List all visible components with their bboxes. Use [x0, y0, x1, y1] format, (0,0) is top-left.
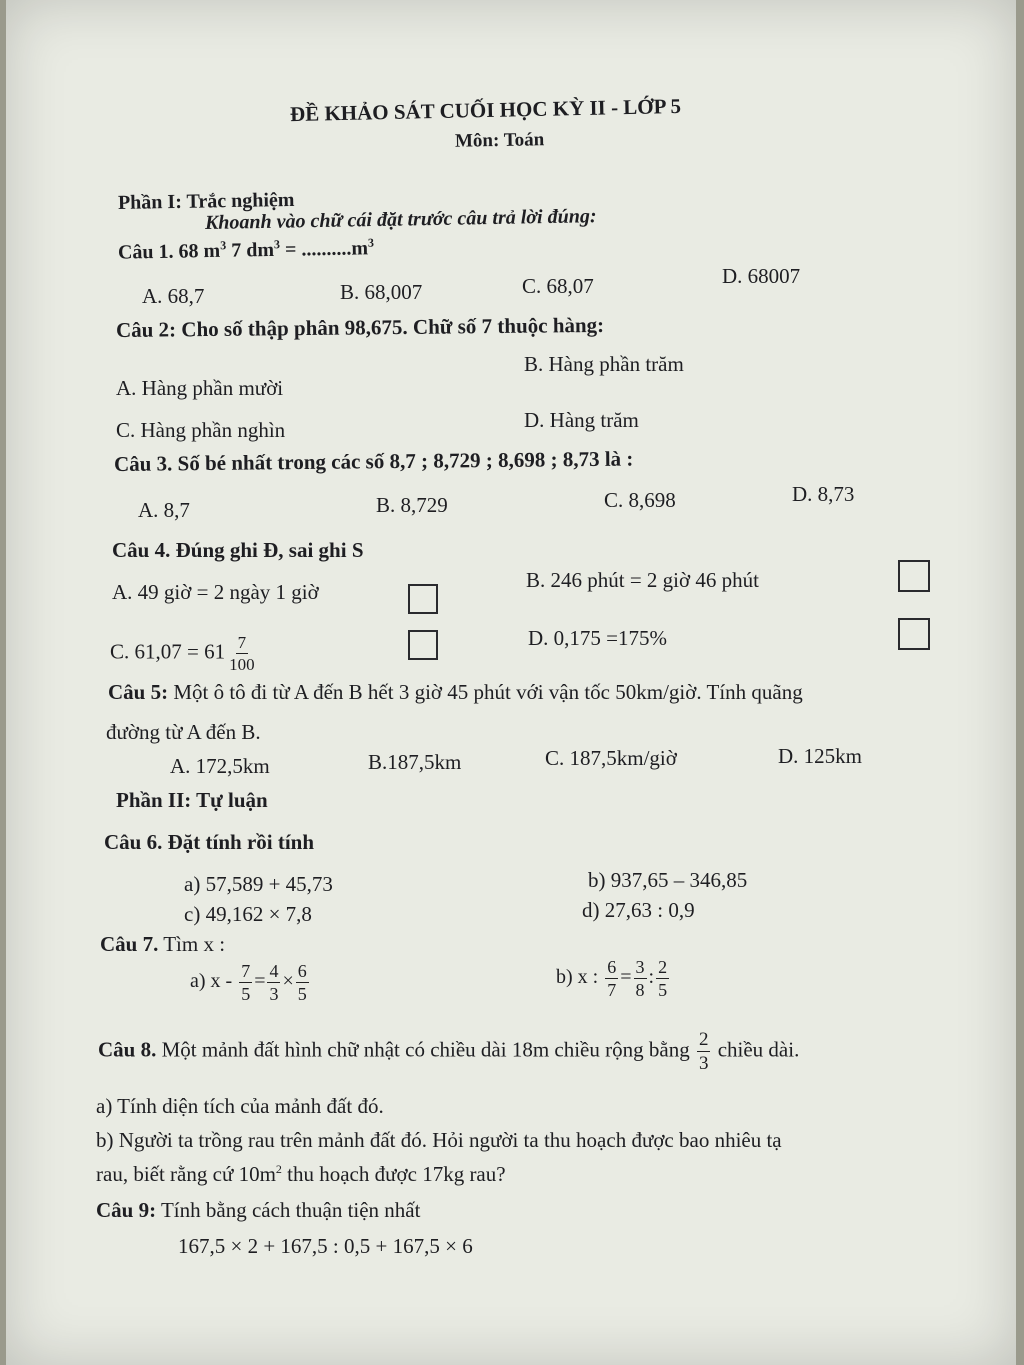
q3-option-a: A. 8,7 [138, 498, 190, 522]
q7-a-fraction-1 [239, 962, 252, 1003]
q7-b-f2-num: 3 [635, 957, 645, 977]
q8-frac-den: 3 [698, 1053, 709, 1074]
q7-a-equals: = [254, 970, 266, 993]
q1-question [118, 236, 375, 265]
q7-b-fraction-3 [656, 958, 669, 999]
q7-question [100, 932, 225, 957]
q1-expr-c: = ..........m [279, 237, 369, 261]
q7-a-fraction-3 [296, 962, 309, 1003]
q7-b-fraction-1 [605, 958, 618, 999]
q5-option-a: A. 172,5km [170, 754, 270, 778]
q2-option-a: A. Hàng phần mười [116, 376, 284, 400]
q2-question: Câu 2: Cho số thập phân 98,675. Chữ số 7 thuộc hàng: [115, 312, 605, 342]
q4-statement-d: D. 0,175 =175% [528, 626, 668, 650]
q7-a-prefix: a) x - [190, 970, 233, 993]
q7-b-f1-num: 6 [607, 957, 617, 977]
q7-part-a [190, 962, 311, 1003]
q7-a-times: × [282, 970, 294, 993]
exam-title: ĐỀ KHẢO SÁT CUỐI HỌC KỲ II - LỚP 5 [289, 93, 682, 127]
exam-subject: Môn: Toán [454, 129, 545, 152]
q3-option-b: B. 8,729 [376, 493, 448, 517]
q1-option-a: A. 68,7 [142, 284, 205, 308]
q9-question [96, 1198, 420, 1223]
q9-expression: 167,5 × 2 + 167,5 : 0,5 + 167,5 × 6 [178, 1234, 473, 1258]
q8-b2-sup: 2 [275, 1162, 282, 1176]
part1-heading: Phần I: Trắc nghiệm [117, 188, 295, 214]
q1-sup-c: 3 [367, 235, 375, 250]
q4-statement-a: A. 49 giờ = 2 ngày 1 giờ [112, 580, 319, 604]
q8-fraction [697, 1030, 711, 1073]
q4-c-fraction [227, 634, 257, 673]
q2-option-c: C. Hàng phần nghìn [116, 418, 286, 442]
q8-text1-end: chiều dài. [712, 1037, 800, 1062]
q8-part-a: a) Tính diện tích của mảnh đất đó. [96, 1094, 384, 1118]
q5-question-line2: đường từ A đến B. [106, 720, 261, 744]
q6-item-b: b) 937,65 – 346,85 [588, 868, 748, 892]
q5-question-line1 [108, 680, 803, 705]
q1-sup-a: 3 [220, 238, 227, 253]
q7-a-f3-num: 6 [297, 961, 307, 981]
q7-b-f1-den: 7 [607, 980, 617, 1000]
q2-option-d: D. Hàng trăm [524, 408, 639, 432]
q7-a-fraction-2 [267, 962, 280, 1003]
q8-part-b-line1: b) Người ta trồng rau trên mảnh đất đó. Hỏi người ta thu hoạch được bao nhiêu tạ [96, 1128, 782, 1152]
q7-b-f3-num: 2 [658, 957, 668, 977]
q4-answer-box-b[interactable] [898, 560, 930, 592]
q8-b2-post: thu hoạch được 17kg rau? [281, 1162, 506, 1186]
q1-sup-b: 3 [273, 237, 281, 252]
q1-option-c: C. 68,07 [522, 274, 594, 298]
q8-b2-pre: rau, biết rằng cứ 10m [96, 1162, 276, 1186]
q5-option-b: B.187,5km [368, 750, 462, 774]
q4-statement-c [110, 634, 259, 673]
q8-frac-num: 2 [698, 1029, 709, 1050]
q7-b-prefix: b) x : [556, 966, 599, 989]
q7-b-equals: = [620, 966, 632, 989]
q1-label: Câu 1. [117, 240, 174, 264]
q4-answer-box-a[interactable] [408, 584, 438, 614]
q5-text1: Một ô tô đi từ A đến B hết 3 giờ 45 phút với vận tốc 50km/giờ. Tính quãng [168, 680, 803, 704]
q7-a-f3-den: 5 [297, 984, 307, 1004]
q7-a-f2-num: 4 [269, 961, 279, 981]
q6-item-d: d) 27,63 : 0,9 [582, 898, 695, 922]
q7-part-b [556, 958, 671, 999]
q5-option-c: C. 187,5km/giờ [545, 746, 677, 770]
q7-b-fraction-2 [634, 958, 647, 999]
q1-expr-a: 68 m [178, 239, 221, 263]
q4-question: Câu 4. Đúng ghi Đ, sai ghi S [112, 538, 364, 562]
q4-c-denominator: 100 [229, 655, 255, 674]
q9-text: Tính bằng cách thuận tiện nhất [156, 1198, 421, 1222]
q7-a-f1-den: 5 [241, 984, 251, 1004]
q8-text1: Một mảnh đất hình chữ nhật có chiều dài 18m chiều rộng bằng [156, 1037, 690, 1062]
q9-label: Câu 9: [96, 1198, 157, 1222]
q6-item-c: c) 49,162 × 7,8 [184, 902, 312, 926]
q8-question [98, 1030, 799, 1073]
q7-b-f3-den: 5 [658, 980, 668, 1000]
q1-option-d: D. 68007 [722, 264, 801, 288]
q5-option-d: D. 125km [778, 744, 862, 768]
q8-part-b-line2 [96, 1162, 506, 1187]
q4-c-prefix: C. 61,07 = 61 [110, 639, 226, 664]
q7-label: Câu 7. [100, 932, 159, 956]
q4-statement-b: B. 246 phút = 2 giờ 46 phút [526, 568, 759, 592]
q7-text: Tìm x : [158, 932, 226, 956]
q4-answer-box-d[interactable] [898, 618, 930, 650]
q4-answer-box-c[interactable] [408, 630, 438, 660]
part2-heading: Phần II: Tự luận [116, 788, 268, 812]
q3-option-c: C. 8,698 [604, 488, 676, 512]
q3-option-d: D. 8,73 [792, 482, 855, 506]
q2-option-b: B. Hàng phần trăm [524, 352, 684, 376]
q1-option-b: B. 68,007 [340, 280, 423, 304]
q6-question: Câu 6. Đặt tính rồi tính [104, 830, 315, 854]
q6-item-a: a) 57,589 + 45,73 [184, 872, 333, 896]
q7-a-f2-den: 3 [269, 984, 279, 1004]
q3-question: Câu 3. Số bé nhất trong các số 8,7 ; 8,729 ; 8,698 ; 8,73 là : [113, 446, 634, 476]
q7-a-f1-num: 7 [241, 961, 251, 981]
q1-expr-b: 7 dm [226, 238, 275, 262]
part1-instruction: Khoanh vào chữ cái đặt trước câu trả lời đúng: [204, 205, 597, 234]
q7-b-colon: : [648, 966, 655, 989]
q5-label: Câu 5: [108, 680, 169, 704]
q7-b-f2-den: 8 [635, 980, 645, 1000]
q4-c-numerator: 7 [237, 633, 247, 652]
q8-label: Câu 8. [98, 1037, 157, 1062]
